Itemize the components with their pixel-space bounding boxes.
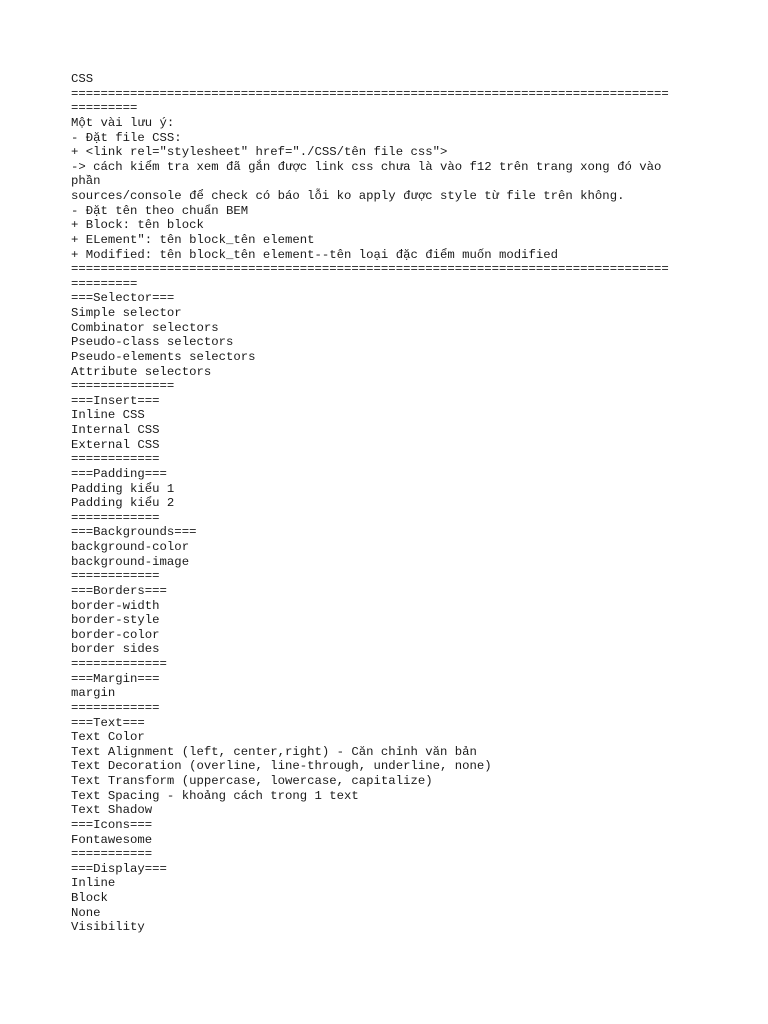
section-heading-selector: ===Selector=== [71, 291, 175, 306]
list-item: Text Transform (uppercase, lowercase, capitalize) [71, 774, 433, 788]
list-item: Simple selector [71, 306, 182, 320]
divider-line: ========= [71, 276, 138, 291]
list-item: Text Decoration (overline, line-through, underline, none) [71, 759, 492, 774]
doc-title: CSS [71, 72, 94, 86]
list-item: Combinator selectors [71, 320, 219, 335]
divider-line: ============ [71, 569, 160, 584]
divider-line: ============= [71, 657, 167, 671]
list-item: Visibility [71, 920, 145, 935]
list-item: background-color [71, 540, 190, 554]
divider-line: ================================================================================= [71, 262, 669, 277]
list-item: Fontawesome [71, 832, 153, 847]
list-item: Text Shadow [71, 803, 153, 818]
list-item: Padding kiểu 1 [71, 481, 175, 496]
list-item: Text Color [71, 730, 145, 745]
text-line: + Modified: tên block_tên element--tên loại đặc điểm muốn modified [71, 247, 559, 262]
notes-heading: Một vài lưu ý: [71, 115, 175, 130]
section-heading-padding: ===Padding=== [71, 466, 167, 481]
list-item: Internal CSS [71, 423, 160, 437]
section-heading-borders: ===Borders=== [71, 583, 167, 598]
list-item: None [71, 905, 101, 920]
text-line: - Đặt tên theo chuẩn BEM [71, 203, 249, 218]
text-line: phần [71, 174, 101, 189]
divider-line: ============== [71, 379, 175, 394]
divider-line: ============ [71, 510, 160, 525]
divider-line: ============ [71, 452, 160, 467]
section-heading-margin: ===Margin=== [71, 671, 160, 686]
list-item: Block [71, 891, 108, 905]
section-heading-insert: ===Insert=== [71, 393, 160, 408]
divider-line: =========== [71, 847, 153, 862]
list-item: Attribute selectors [71, 364, 212, 379]
list-item: border-width [71, 598, 160, 613]
list-item: Inline [71, 876, 116, 891]
document-body [71, 72, 711, 935]
list-item: margin [71, 686, 116, 701]
section-heading-icons: ===Icons=== [71, 817, 153, 832]
section-heading-backgrounds: ===Backgrounds=== [71, 525, 197, 540]
text-line: - Đặt file CSS: [71, 130, 182, 145]
list-item: Pseudo-elements selectors [71, 349, 256, 364]
divider-line: ================================================================================= [71, 86, 669, 101]
list-item: border-color [71, 627, 160, 642]
list-item: border-style [71, 613, 160, 628]
list-item: Text Alignment (left, center,right) - Căn chỉnh văn bản [71, 744, 477, 759]
divider-line: ========= [71, 101, 138, 116]
list-item: Inline CSS [71, 408, 145, 423]
text-line: + Block: tên block [71, 218, 204, 233]
list-item: Text Spacing - khoảng cách trong 1 text [71, 788, 359, 803]
text-line: sources/console để check có báo lỗi ko apply được style từ file trên không. [71, 189, 625, 203]
text-line: + <link rel="stylesheet" href="./CSS/tên file css"> [71, 145, 448, 160]
divider-line: ============ [71, 700, 160, 715]
list-item: Pseudo-class selectors [71, 335, 234, 350]
text-line: + ELement": tên block_tên element [71, 232, 315, 247]
text-line: -> cách kiểm tra xem đã gắn được link css chưa là vào f12 trên trang xong đó vào [71, 159, 662, 174]
list-item: External CSS [71, 437, 160, 452]
list-item: border sides [71, 642, 160, 657]
section-heading-display: ===Display=== [71, 861, 167, 876]
list-item: Padding kiểu 2 [71, 496, 175, 511]
section-heading-text: ===Text=== [71, 715, 145, 730]
list-item: background-image [71, 554, 190, 569]
